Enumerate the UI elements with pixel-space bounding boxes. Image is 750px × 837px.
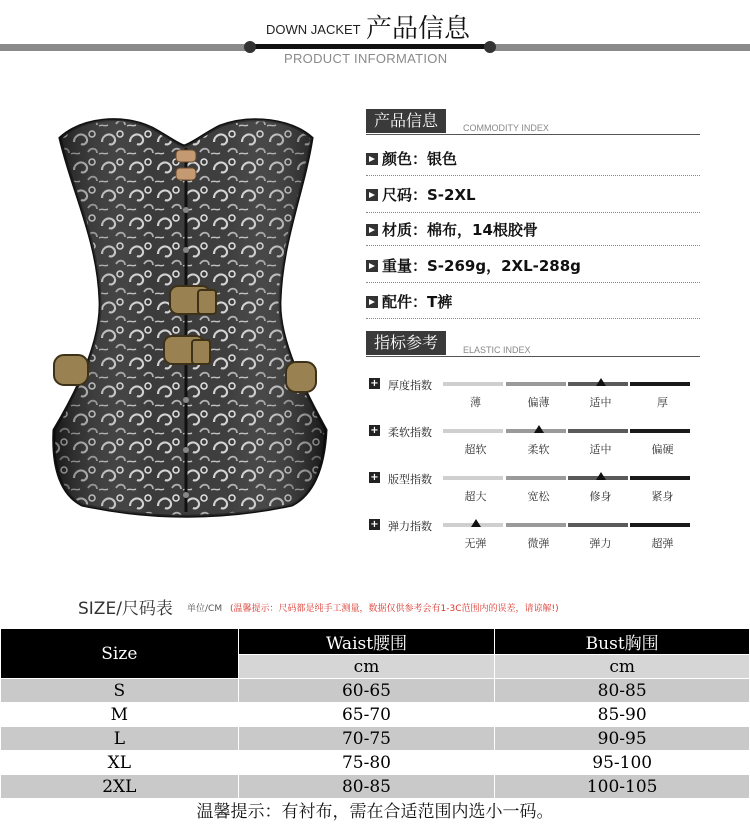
index-option-label: 薄 [470,396,481,409]
plus-icon: + [370,472,379,483]
index-option-label: 弹力 [589,537,612,550]
header-line-right [488,44,750,51]
size-table [0,628,750,799]
header-cn-title: 产品信息 [366,14,471,44]
info-row-weight: 重量：S-269g，2XL-288g [366,255,581,276]
index-scale-segment [630,476,690,480]
index-scale-segment [443,382,503,386]
index-option-label: 无弹 [464,537,487,550]
index-option-label: 偏硬 [651,443,674,456]
index-marker-icon [471,519,481,527]
arrow-icon [366,224,378,236]
header-en-title: DOWN JACKET [266,22,361,37]
col-header-bust: Bust胸围 [495,629,750,655]
index-option-label: 柔软 [527,443,550,456]
product-image [42,100,340,525]
info-section-en: COMMODITY INDEX [463,123,549,133]
index-option-label: 微弹 [527,537,550,550]
table-row [1,703,750,727]
index-section-en: ELASTIC INDEX [463,345,531,355]
divider [366,282,700,283]
cell-waist: 75-80 [238,751,495,775]
table-row [1,679,750,703]
index-scale-segment [630,523,690,527]
info-section-tag: 产品信息 [366,109,446,133]
index-option-label: 超软 [464,443,487,456]
bust-unit: cm [495,655,750,679]
info-row-accessory: 配件：T裤 [366,291,452,312]
cell-bust: 85-90 [495,703,750,727]
cell-waist: 80-85 [238,775,495,799]
arrow-icon [366,260,378,272]
info-row-color: 颜色：银色 [366,148,457,169]
index-label: 柔软指数 [388,426,432,439]
cell-waist: 65-70 [238,703,495,727]
cell-bust: 90-95 [495,727,750,751]
cell-waist: 70-75 [238,727,495,751]
index-scale-segment [568,523,628,527]
cell-waist: 60-65 [238,679,495,703]
index-scale-segment [630,429,690,433]
index-marker-icon [596,472,606,480]
index-marker-icon [534,425,544,433]
arrow-icon [366,189,378,201]
index-option-label: 紧身 [651,490,674,503]
index-scale-segment [506,382,566,386]
index-option-label: 超弹 [651,537,674,550]
size-chart-unit: 单位/CM [187,604,223,614]
cell-size: M [1,703,239,727]
table-row [1,751,750,775]
index-option-label: 宽松 [527,490,550,503]
index-scale-segment [506,523,566,527]
index-option-label: 适中 [589,396,612,409]
index-option-label: 厚 [657,396,668,409]
index-label: 厚度指数 [388,379,432,392]
waist-unit: cm [238,655,495,679]
index-marker-icon [596,378,606,386]
divider [366,245,700,246]
info-row-size: 尺码：S-2XL [366,184,476,205]
index-option-label: 超大 [464,490,487,503]
cell-size: XL [1,751,239,775]
cell-bust: 95-100 [495,751,750,775]
footer-note: 温馨提示：有衬布，需在合适范围内选小一码。 [196,802,554,822]
divider [366,212,700,213]
index-option-label: 适中 [589,443,612,456]
cell-bust: 80-85 [495,679,750,703]
index-scale-segment [506,476,566,480]
size-chart-note: (温馨提示：尺码都是纯手工测量，数据仅供参考会有1-3C范围内的误差，请谅解!) [230,604,559,614]
index-scale-segment [630,382,690,386]
index-option-label: 偏薄 [527,396,550,409]
cell-bust: 100-105 [495,775,750,799]
index-scale-segment [568,429,628,433]
table-row [1,775,750,799]
header-dot-right [484,41,496,53]
arrow-icon [366,296,378,308]
divider [366,318,700,319]
size-chart-title: SIZE/尺码表 [78,599,173,619]
plus-icon: + [370,519,379,530]
cell-size: L [1,727,239,751]
index-option-label: 修身 [589,490,612,503]
index-section-line [366,356,700,357]
index-scale-segment [443,476,503,480]
index-label: 弹力指数 [388,520,432,533]
header-dot-left [244,41,256,53]
col-header-size: Size [1,629,239,679]
index-section-tag: 指标参考 [366,331,446,355]
index-scale-segment [443,429,503,433]
header-subtitle: PRODUCT INFORMATION [284,51,448,66]
info-row-material: 材质：棉布，14根胶骨 [366,219,538,240]
cell-size: S [1,679,239,703]
table-row [1,727,750,751]
info-section-line [366,134,700,135]
plus-icon: + [370,425,379,436]
arrow-icon [366,153,378,165]
header-line-left [0,44,248,51]
divider [366,175,700,176]
index-label: 版型指数 [388,473,432,486]
plus-icon: + [370,378,379,389]
col-header-waist: Waist腰围 [238,629,495,655]
cell-size: 2XL [1,775,239,799]
